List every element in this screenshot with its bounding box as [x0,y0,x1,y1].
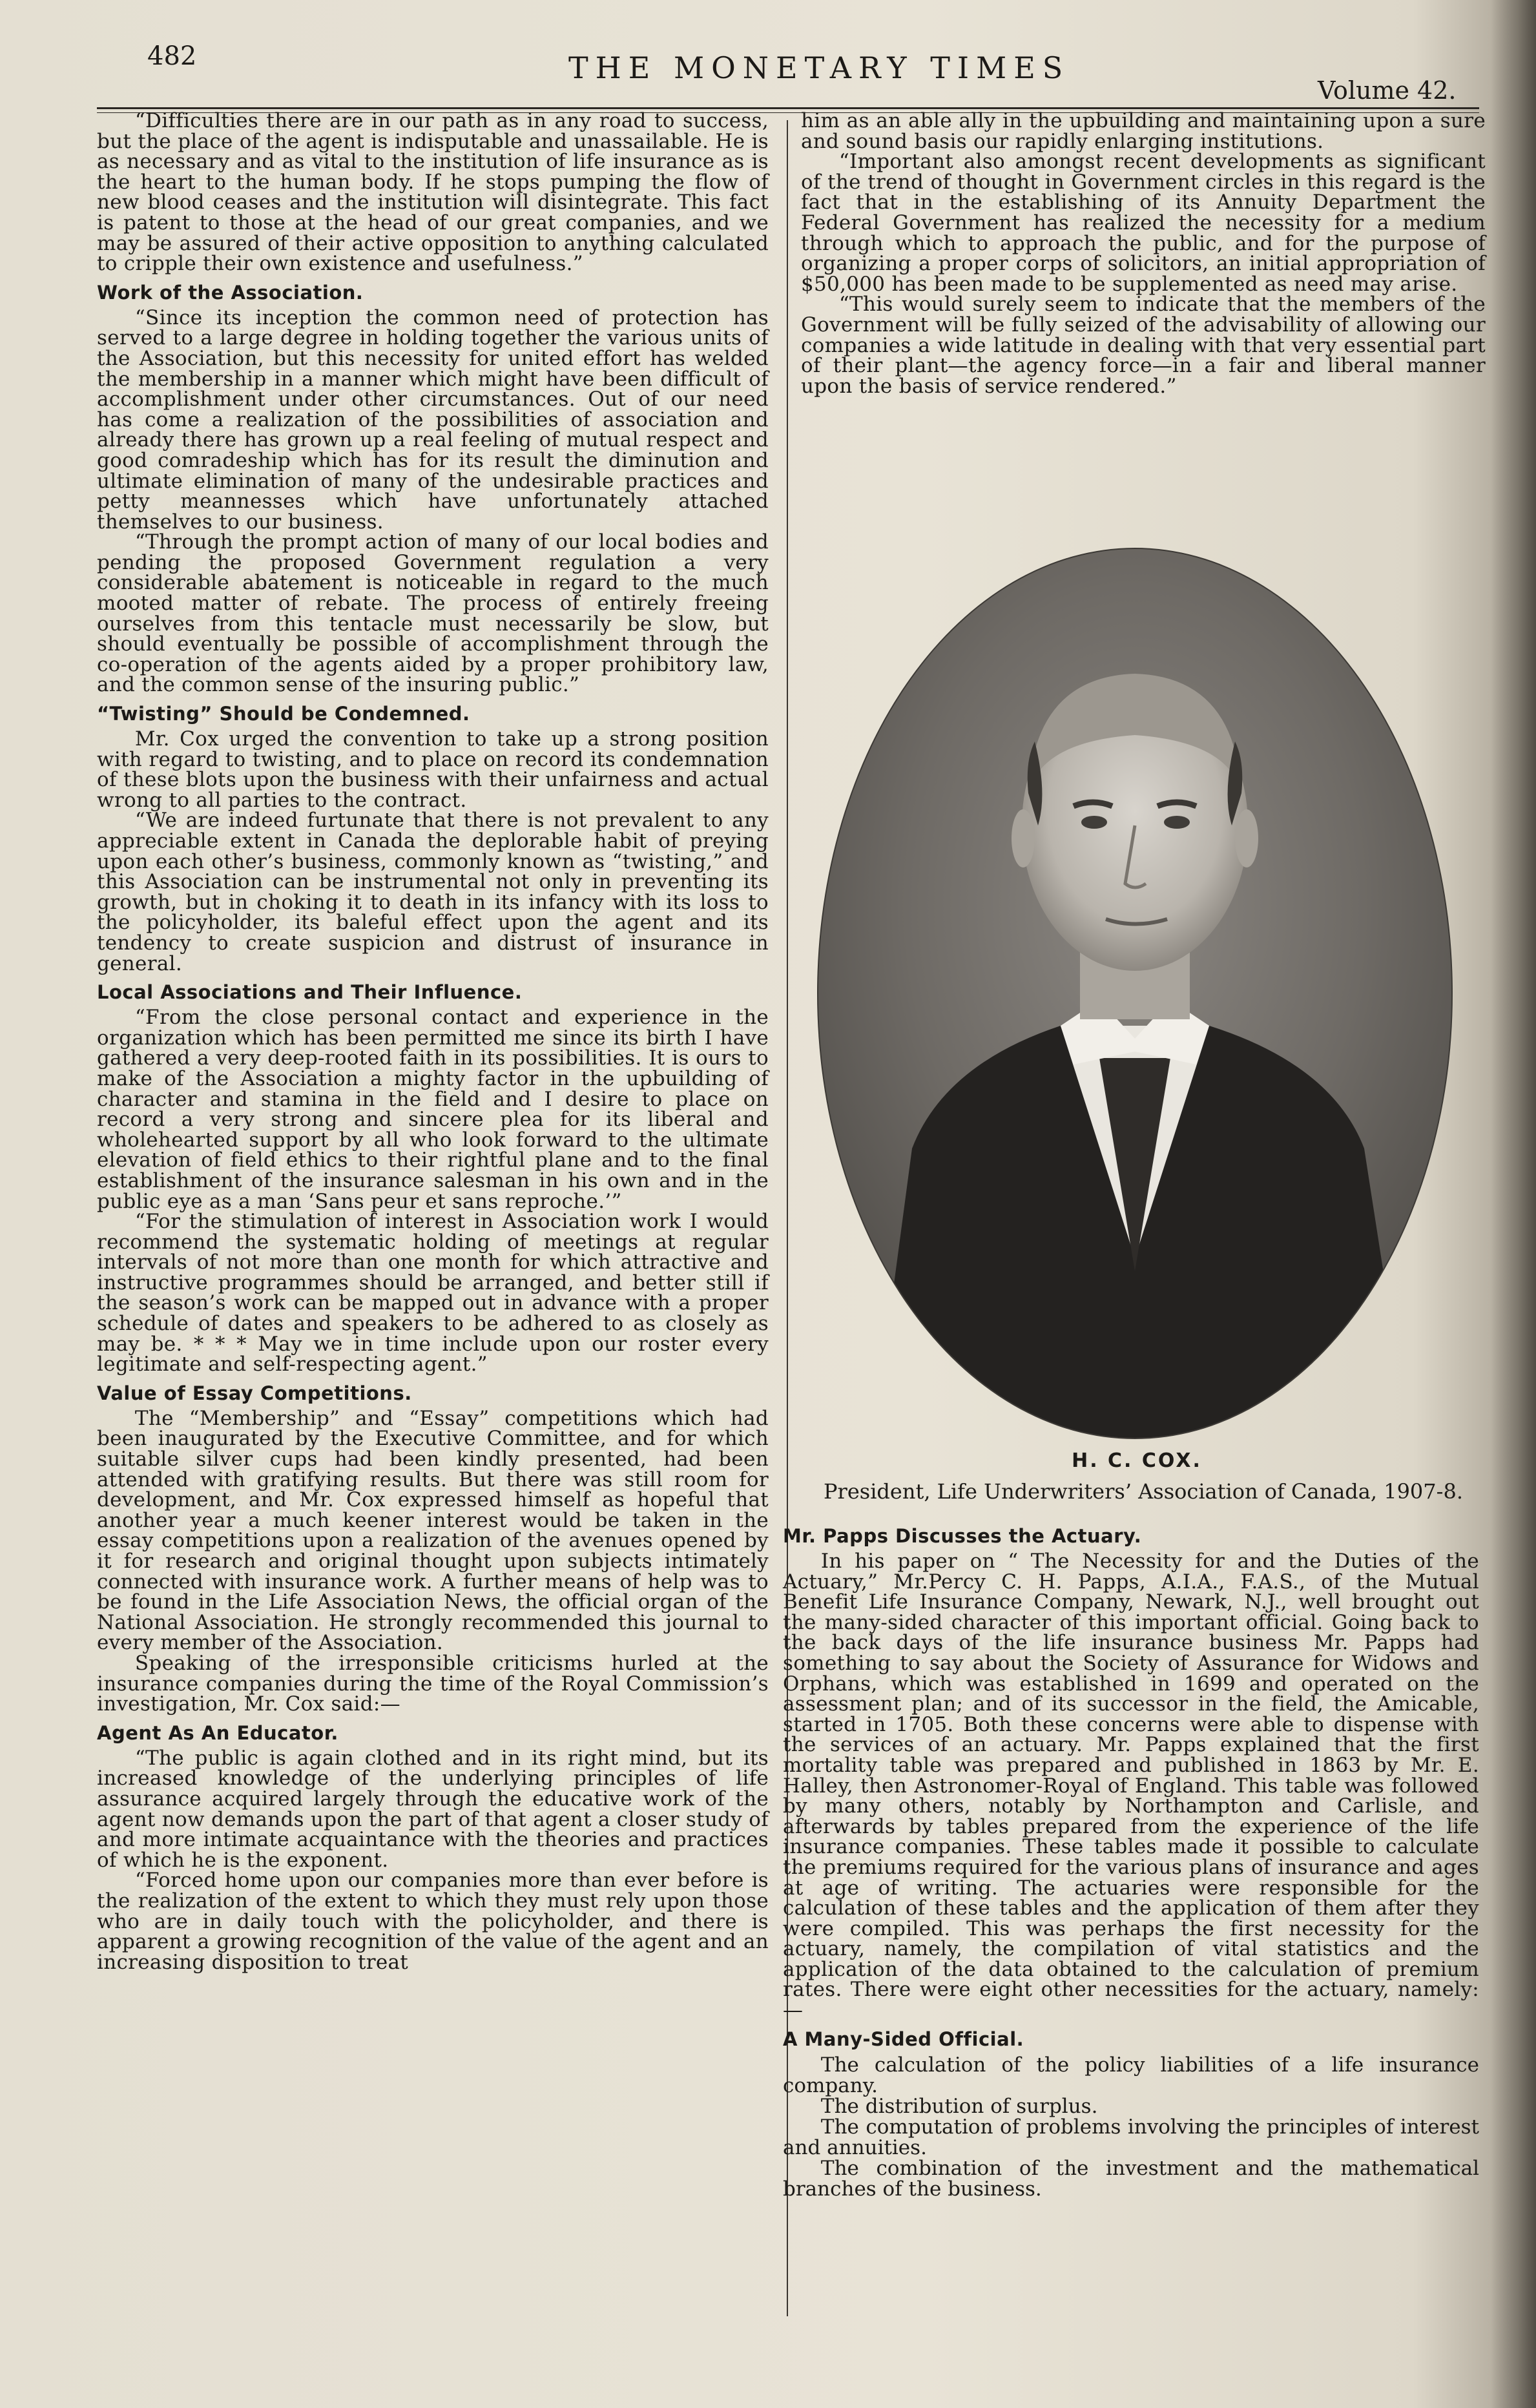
section-heading: A Many-Sided Official. [783,2028,1024,2050]
publication-title: THE MONETARY TIMES [568,50,1070,85]
paragraph: “Important also amongst recent developments as significant of the trend of thought in Government circles in this regard is the fact that in the establishing of its Annuity Department the Federal Government has realized the necessity for a medium through which to approach the public, and for the purpose of organizing a proper corps of solicitors, an initial appropriation of $50,000 has been made to be supplemented as need may arise. [801,150,1486,296]
right-column-top [801,111,1486,397]
section-heading: Value of Essay Competitions. [97,1382,412,1404]
paragraph: “For the stimulation of interest in Association work I would recommend the systematic holding of meetings at regular intervals of not more than one month for which attractive and instructive programmes should be arranged, and better still if the season’s work can be mapped out in advance with a proper schedule of dates and speakers to be adhered to as closely as may be. * * * May we in time include upon our roster every legitimate and self-respecting agent.” [97,1210,769,1376]
paragraph: “Since its inception the common need of protection has served to a large degree in holding together the various units of the Association, but this necessity for united effort has welded the membership in a manner which might have been difficult of accomplishment under other circumstances. Out of our need has come a realization of the possibilities of association and already there has grown up a real feeling of mutual respect and good comradeship which has for its result the diminution and ultimate elimination of many of the undesirable practices and petty meannesses which have unfortunately attached themselves to our business. [97,306,769,534]
section-heading: Work of the Association. [97,281,364,304]
list-item: The distribution of surplus. [820,2094,1098,2118]
portrait-photo [815,548,1455,1439]
paragraph: Speaking of the irresponsible criticisms hurled at the insurance companies during the time of the Royal Commission’s investigation, Mr. Cox said:— [97,1651,769,1716]
portrait-caption-name: H. C. COX. [1072,1449,1202,1472]
paragraph: In his paper on “ The Necessity for and the Duties of the Actuary,” Mr.Percy C. H. Papps, A.I.A., F.A.S., of the Mutual Benefit Life Insurance Company, Newark, N.J., well brought out the many-sided character of this important official. Going back to the back days of the life insurance business Mr. Papps had something to say about the Society of Assurance for Widows and Orphans, which was established in 1699 and operated on the assessment plan; and of its successor in the field, the Amicable, started in 1705. Both these concerns were able to dispense with the services of an actuary. Mr. Papps explained that the first mortality table was prepared and published in 1863 by Mr. E. Halley, then Astronomer-Royal of England. This table was followed by many others, notably by Northampton and Carlisle, and afterwards by tables prepared from the experience of the life insurance companies. These tables made it possible to calculate the premiums required for the various plans of insurance and ages at age of writing. The actuaries were responsible for the calculation of these tables and the application of them after they were compiled. This was perhaps the first necessity for the actuary, namely, the compilation of vital statistics and the application of the data obtained to the calculation of premium rates. There were eight other necessities for the actuary, namely:— [783,1550,1479,2022]
list-item: The calculation of the policy liabilities of a life insurance company. [783,2053,1479,2097]
paragraph: him as an able ally in the upbuilding and maintaining upon a sure and sound basis our rapidly enlarging institutions. [801,109,1486,153]
section-heading: Local Associations and Their Influence. [97,981,523,1004]
list-item: The computation of problems involving the principles of interest and annuities. [783,2115,1479,2159]
left-column [97,111,769,1973]
page-header [0,37,1536,109]
paragraph: “Difficulties there are in our path as in any road to success, but the place of the agent is indisputable and unassailable. He is as necessary and as vital to the institution of life insurance as is the heart to the human body. If he stops pumping the flow of new blood ceases and the institution will disintegrate. This fact is patent to those at the head of our great companies, and we may be assured of their active opposition to anything calculated to cripple their own existence and usefulness.” [97,109,769,276]
paragraph: “Through the prompt action of many of our local bodies and pending the proposed Government regulation a very considerable abatement is noticeable in regard to the much mooted matter of rebate. The process of entirely freeing ourselves from this tentacle must necessarily be slow, but should eventually be possible of accomplishment through the co-operation of the agents aided by a proper prohibitory law, and the common sense of the insuring public.” [97,530,769,697]
paragraph: “Forced home upon our companies more than ever before is the realization of the extent to which they must rely upon those who are in daily touch with the policyholder, and there is apparent a growing recognition of the value of the agent and an increasing disposition to treat [97,1869,769,1974]
paragraph: “From the close personal contact and experience in the organization which has been permitted me since its birth I have gathered a very deep-rooted faith in its possibilities. It is ours to make of the Association a mighty factor in the upbuilding of character and stamina in the field and I desire to place on record a very strong and sincere plea for its liberal and wholehearted support by all who look forward to the ultimate elevation of field ethics to their rightful plane and to the final establishment of the insurance salesman in his own and in the public eye as a man ‘Sans peur et sans reproche.’” [97,1006,769,1213]
paragraph: “We are indeed furtunate that there is not prevalent to any appreciable extent in Canada the deplorable habit of preying upon each other’s business, commonly known as “twisting,” and this Association can be instrumental not only in preventing its growth, but in choking it to death in its infancy with its loss to the policyholder, its baleful effect upon the agent and its tendency to create suspicion and distrust of insurance in general. [97,809,769,975]
portrait-caption-title: President, Life Underwriters’ Association of Canada, 1907-8. [824,1479,1463,1504]
section-heading: “Twisting” Should be Condemned. [97,703,470,725]
portrait-illustration [815,548,1455,1439]
paragraph: “The public is again clothed and in its right mind, but its increased knowledge of the underlying principles of life assurance acquired largely through the educative work of the agent now demands upon the part of that agent a closer study of and more intimate acquaintance with the theories and practices of which he is the exponent. [97,1746,769,1872]
paragraph: Mr. Cox urged the convention to take up a strong position with regard to twisting, and to place on record its condemnation of these blots upon the business with their unfairness and actual wrong to all parties to the contract. [97,727,769,812]
page-binding-shadow [1491,0,1536,2408]
page-number: 482 [147,41,197,71]
right-column-bottom [783,1518,1479,2199]
list-item: The combination of the investment and the mathematical branches of the business. [783,2156,1479,2201]
paragraph: The “Membership” and “Essay” competitions which had been inaugurated by the Executive Committee, and for which suitable silver cups had been kindly presented, had been attended with gratifying results. But there was still room for development, and Mr. Cox expressed himself as hopeful that another year a much keener interest would be taken in the essay competitions upon a realization of the avenues opened by it for research and original thought upon subjects intimately connected with insurance work. A further means of help was to be found in the Life Association News, the official organ of the National Association. He strongly recommended this journal to every member of the Association. [97,1406,769,1655]
section-heading: Mr. Papps Discusses the Actuary. [783,1525,1142,1547]
section-heading: Agent As An Educator. [97,1721,338,1744]
paragraph: “This would surely seem to indicate that the members of the Government will be fully seized of the advisability of allowing our companies a wide latitude in dealing with that very essential part of their plant—the agency force—in a fair and liberal manner upon the basis of service rendered.” [801,293,1486,398]
volume-label: Volume 42. [1318,76,1457,105]
